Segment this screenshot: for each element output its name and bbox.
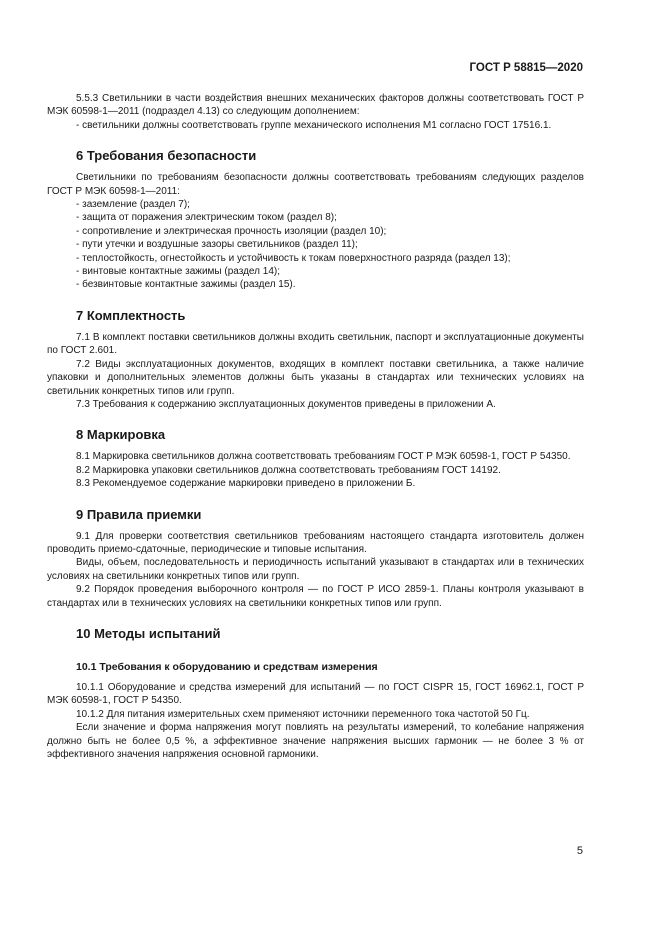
paragraph-5-5-3-addition: - светильники должны соответствовать группе механического исполнения М1 согласно ГОСТ 17516.1. bbox=[76, 119, 552, 131]
list-item: - сопротивление и электрическая прочность изоляции (раздел 10); bbox=[76, 225, 387, 237]
section-7-title: 7 Комплектность bbox=[76, 307, 186, 323]
subsection-10-1-title: 10.1 Требования к оборудованию и средствам измерения bbox=[76, 660, 378, 673]
paragraph-8-3: 8.3 Рекомендуемое содержание маркировки приведено в приложении Б. bbox=[76, 478, 416, 490]
paragraph-9-2: 9.2 Порядок проведения выборочного контроля — по ГОСТ Р ИСО 2859-1. Планы контроля указывают в стандартах или в технических условиях на светильники конкретных типов или групп. bbox=[47, 584, 584, 609]
paragraph-7-3: 7.3 Требования к содержанию эксплуатационных документов приведены в приложении А. bbox=[76, 398, 496, 410]
paragraph-8-2: 8.2 Маркировка упаковки светильников должна соответствовать требованиям ГОСТ 14192. bbox=[76, 464, 501, 476]
list-item: - заземление (раздел 7); bbox=[76, 199, 190, 211]
section-9-title: 9 Правила приемки bbox=[76, 506, 202, 522]
list-item: - защита от поражения электрическим током (раздел 8); bbox=[76, 212, 337, 224]
page-number: 5 bbox=[576, 845, 583, 857]
list-item: - теплостойкость, огнестойкость и устойчивость к токам поверхностного разряда (раздел 13); bbox=[76, 252, 511, 264]
section-8-title: 8 Маркировка bbox=[76, 427, 166, 443]
document-body bbox=[47, 92, 584, 761]
paragraph-10-1-2: 10.1.2 Для питания измерительных схем применяют источники переменного тока частотой 50 Гц. bbox=[76, 708, 530, 720]
document-code-header: ГОСТ Р 58815—2020 bbox=[469, 62, 583, 74]
section-6-intro: Светильники по требованиям безопасности должны соответствовать требованиям следующих разделов ГОСТ Р МЭК 60598-1—2011: bbox=[47, 172, 584, 197]
paragraph-7-1: 7.1 В комплект поставки светильников должны входить светильник, паспорт и эксплуатационные документы по ГОСТ 2.601. bbox=[47, 331, 584, 357]
paragraph-8-1: 8.1 Маркировка светильников должна соответствовать требованиям ГОСТ Р МЭК 60598-1, ГОСТ Р 54350. bbox=[76, 451, 571, 463]
paragraph-9-1-cont: Виды, объем, последовательность и периодичность испытаний указывают в стандартах или в технических условиях на светильники конкретных типов или групп. bbox=[47, 557, 584, 582]
paragraph-5-5-3: 5.5.3 Светильники в части воздействия внешних механических факторов должны соответствовать ГОСТ Р МЭК 60598-1—2011 (подраздел 4.13) со следующим дополнением: bbox=[47, 93, 584, 118]
paragraph-9-1: 9.1 Для проверки соответствия светильников требованиям настоящего стандарта изготовитель должен проводить приемо-сдаточные, периодические и типовые испытания. bbox=[47, 530, 584, 555]
list-item: - винтовые контактные зажимы (раздел 14); bbox=[76, 266, 280, 278]
paragraph-10-1-2-cont: Если значение и форма напряжения могут повлиять на результаты измерений, то колебание напряжения должно быть не более 0,5 %, а эффективное значение напряжения высших гармоник — не более 3 % от эффективного значения напряжения основной гармоники. bbox=[47, 722, 584, 760]
paragraph-10-1-1: 10.1.1 Оборудование и средства измерений для испытаний — по ГОСТ CISPR 15, ГОСТ 16962.1, ГОСТ Р МЭК 60598-1, ГОСТ Р 54350. bbox=[47, 681, 584, 707]
list-item: - безвинтовые контактные зажимы (раздел 15). bbox=[76, 279, 296, 291]
paragraph-7-2: 7.2 Виды эксплуатационных документов, входящих в комплект поставки светильника, а также наличие упаковки и дополнительных элементов должны быть указаны в стандартах или технических условиях на светильник конкретных типов или групп. bbox=[47, 358, 584, 397]
list-item: - пути утечки и воздушные зазоры светильников (раздел 11); bbox=[76, 239, 358, 251]
section-6-title: 6 Требования безопасности bbox=[76, 148, 257, 164]
section-10-title: 10 Методы испытаний bbox=[76, 625, 221, 641]
